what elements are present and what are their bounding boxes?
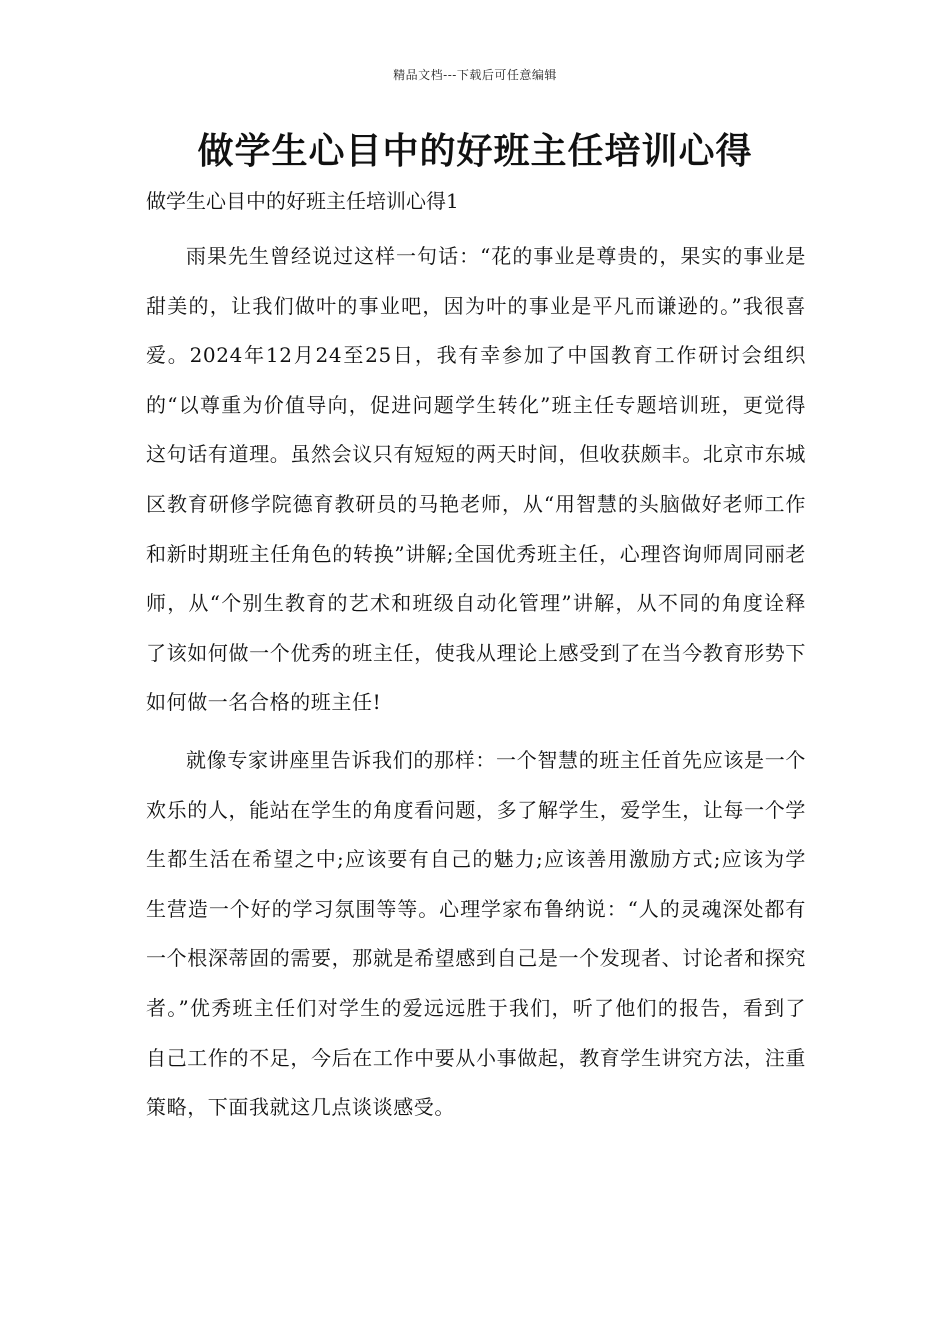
paragraph-1: 雨果先生曾经说过这样一句话：“花的事业是尊贵的，果实的事业是甜美的，让我们做叶的事业吧，因为叶的事业是平凡而谦逊的。”我很喜爱。2024年12月24至25日，我有幸参加了中国教育工作研讨会组织的“以尊重为价值导向，促进问题学生转化”班主任专题培训班，更觉得这句话有道理。虽然会议只有短短的两天时间，但收获颇丰。北京市东城区教育研修学院德育教研员的马艳老师，从“用智慧的头脑做好老师工作和新时期班主任角色的转换”讲解;全国优秀班主任，心理咨询师周同丽老师，从“个别生教育的艺术和班级自动化管理”讲解，从不同的角度诠释了该如何做一个优秀的班主任，使我从理论上感受到了在当今教育形势下如何做一名合格的班主任! — [146, 244, 806, 715]
running-header: 精品文档---下载后可任意编辑 — [393, 68, 557, 82]
section-heading: 做学生心目中的好班主任培训心得1 — [146, 189, 459, 213]
document-title: 做学生心目中的好班主任培训心得 — [197, 131, 753, 172]
paragraph-2: 就像专家讲座里告诉我们的那样：一个智慧的班主任首先应该是一个欢乐的人，能站在学生的角度看问题，多了解学生，爱学生，让每一个学生都生活在希望之中;应该要有自己的魅力;应该善用激励方式;应该为学生营造一个好的学习氛围等等。心理学家布鲁纳说：“人的灵魂深处都有一个根深蒂固的需要，那就是希望感到自己是一个发现者、讨论者和探究者。”优秀班主任们对学生的爱远远胜于我们，听了他们的报告，看到了自己工作的不足，今后在工作中要从小事做起，教育学生讲究方法，注重策略，下面我就这几点谈谈感受。 — [146, 747, 806, 1120]
body-text — [146, 232, 806, 1141]
